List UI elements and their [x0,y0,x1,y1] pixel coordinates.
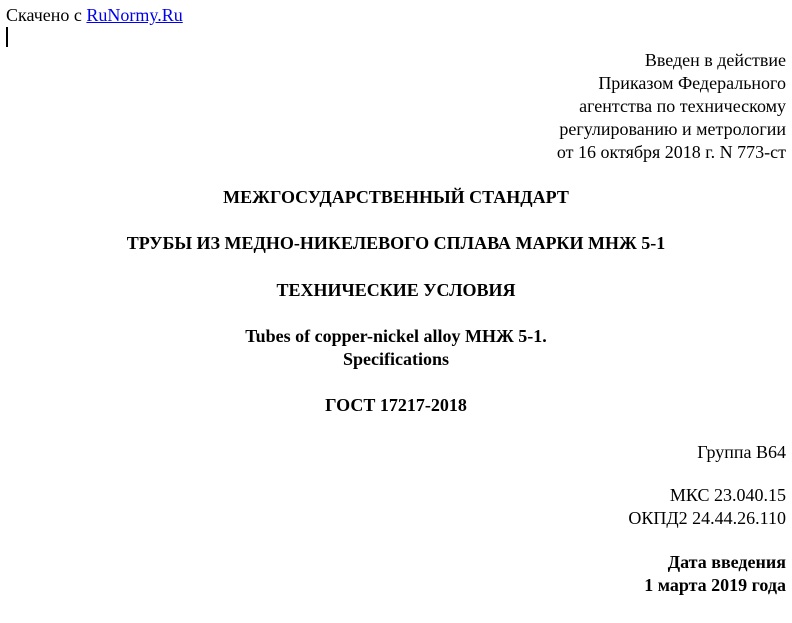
document-title: ТРУБЫ ИЗ МЕДНО-НИКЕЛЕВОГО СПЛАВА МАРКИ МНЖ 5-1 [126,233,666,253]
runormy-link[interactable]: RuNormy.Ru [86,5,183,25]
approval-line-2: Приказом Федерального [598,73,786,93]
effective-date-value: 1 марта 2019 года [644,575,786,595]
source-line [6,4,183,26]
classification-block [628,484,786,530]
approval-block [557,49,786,164]
text-cursor [6,27,8,47]
source-prefix: Скачено с [6,5,87,25]
mks-code: МКС 23.040.15 [669,485,786,505]
standard-designation: ГОСТ 17217-2018 [325,395,467,415]
english-title [0,325,792,371]
approval-line-3: агентства по техническому [579,96,786,116]
approval-line-4: регулированию и метрологии [559,119,786,139]
approval-line-5: от 16 октября 2018 г. N 773-ст [556,142,786,162]
english-title-line-1: Tubes of copper-nickel alloy МНЖ 5-1. [245,326,547,346]
effective-date-block [644,551,786,597]
effective-date-label: Дата введения [667,552,786,572]
approval-line-1: Введен в действие [644,50,786,70]
english-title-line-2: Specifications [343,349,449,369]
document-subtitle: ТЕХНИЧЕСКИЕ УСЛОВИЯ [276,280,516,300]
group-code: Группа В64 [697,442,786,462]
okpd-code: ОКПД2 24.44.26.110 [628,508,786,528]
standard-type-heading: МЕЖГОСУДАРСТВЕННЫЙ СТАНДАРТ [223,187,569,207]
